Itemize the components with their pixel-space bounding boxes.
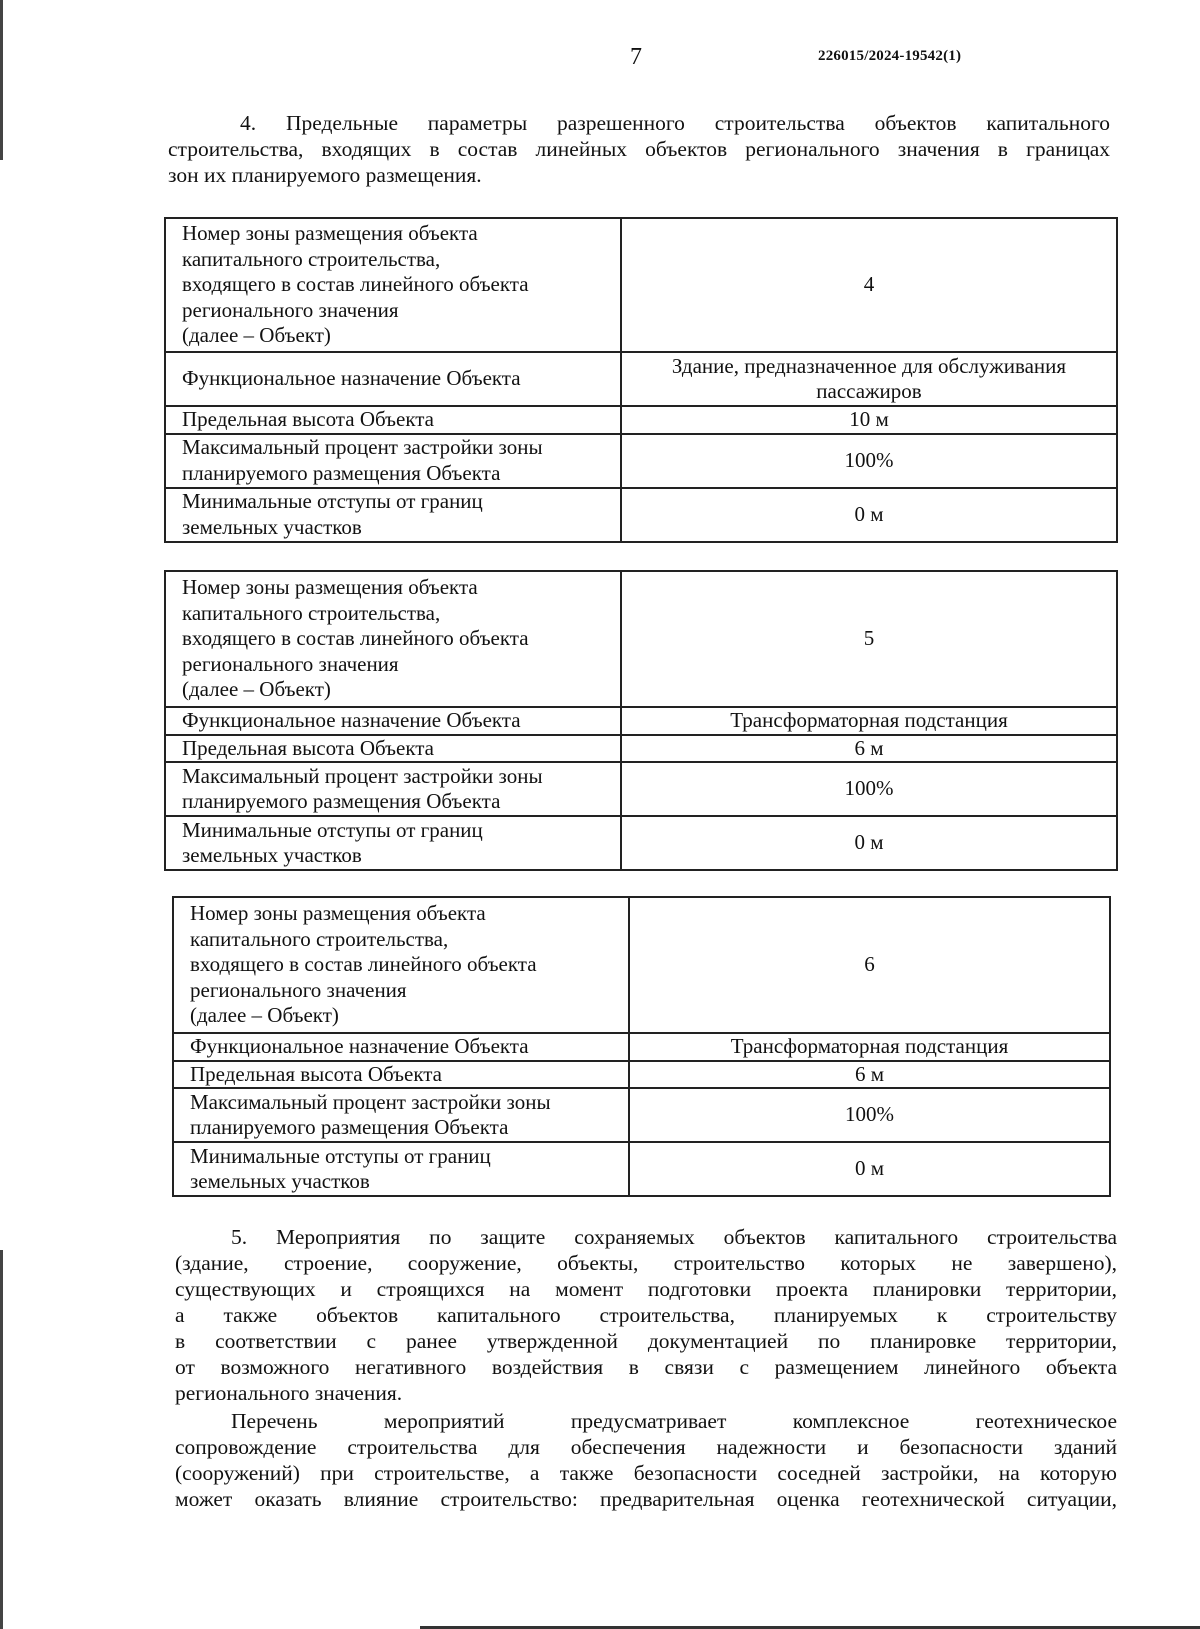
table-row <box>165 434 1117 488</box>
row-value: 0 м <box>621 816 1117 870</box>
row-label: Предельная высота Объекта <box>173 1061 629 1089</box>
text-line: в соответствии с ранее утвержденной документацией по планировке территории, <box>175 1329 1117 1353</box>
row-value: 0 м <box>629 1142 1110 1196</box>
text-line: Перечень мероприятий предусматривает комплексное геотехническое <box>231 1409 1117 1433</box>
row-value: 6 м <box>629 1061 1110 1089</box>
params-table-zone-4 <box>164 217 1118 543</box>
text-line: а также объектов капитального строительства, планируемых к строительству <box>175 1303 1117 1327</box>
row-label: Предельная высота Объекта <box>165 406 621 434</box>
row-label: Функциональное назначение Объекта <box>165 707 621 735</box>
row-value: 6 <box>629 897 1110 1033</box>
row-label: Функциональное назначение Объекта <box>173 1033 629 1061</box>
text-line: 5. Мероприятия по защите сохраняемых объектов капитального строительства <box>231 1225 1117 1249</box>
table-row <box>165 406 1117 434</box>
table-row <box>173 1061 1110 1089</box>
row-value: 100% <box>629 1088 1110 1142</box>
table-row <box>173 1033 1110 1061</box>
table-row <box>165 488 1117 542</box>
table-row <box>173 1142 1110 1196</box>
row-value: 5 <box>621 571 1117 707</box>
table-row <box>165 707 1117 735</box>
row-label: Максимальный процент застройки зоны планируемого размещения Объекта <box>165 762 621 816</box>
row-label: Функциональное назначение Объекта <box>165 352 621 406</box>
row-value: 100% <box>621 434 1117 488</box>
row-value: 0 м <box>621 488 1117 542</box>
row-label: Номер зоны размещения объекта капитального строительства, входящего в состав линейного объекта регионального значения (далее – Объект) <box>165 218 621 352</box>
section-4-intro <box>168 110 1110 188</box>
table-row <box>165 352 1117 406</box>
row-label: Максимальный процент застройки зоны планируемого размещения Объекта <box>165 434 621 488</box>
text-line: 4. Предельные параметры разрешенного строительства объектов капитального <box>240 111 1110 135</box>
row-value: Трансформаторная подстанция <box>629 1033 1110 1061</box>
document-id: 226015/2024-19542(1) <box>818 48 962 64</box>
text-line: зон их планируемого размещения. <box>168 163 482 187</box>
table-row <box>173 897 1110 1033</box>
section-5-heading-paragraph <box>175 1224 1117 1406</box>
row-label: Номер зоны размещения объекта капитального строительства, входящего в состав линейного объекта регионального значения (далее – Объект) <box>173 897 629 1033</box>
page-number: 7 <box>630 44 642 70</box>
text-line: от возможного негативного воздействия в связи с размещением линейного объекта <box>175 1355 1117 1379</box>
table-row <box>165 571 1117 707</box>
row-value: 100% <box>621 762 1117 816</box>
text-line: (сооружений) при строительстве, а также безопасности соседней застройки, на которую <box>175 1461 1117 1485</box>
text-line: существующих и строящихся на момент подготовки проекта планировки территории, <box>175 1277 1117 1301</box>
text-line: строительства, входящих в состав линейных объектов регионального значения в границах <box>168 137 1110 161</box>
row-value: Трансформаторная подстанция <box>621 707 1117 735</box>
row-label: Минимальные отступы от границ земельных участков <box>165 488 621 542</box>
scan-edge-mark <box>0 0 3 160</box>
row-value: 10 м <box>621 406 1117 434</box>
table-row <box>173 1088 1110 1142</box>
text-line: (здание, строение, сооружение, объекты, строительство которых не завершено), <box>175 1251 1117 1275</box>
row-value: Здание, предназначенное для обслуживания пассажиров <box>621 352 1117 406</box>
section-5-measures-paragraph <box>175 1408 1117 1512</box>
table-row <box>165 735 1117 763</box>
text-line: сопровождение строительства для обеспечения надежности и безопасности зданий <box>175 1435 1117 1459</box>
row-label: Максимальный процент застройки зоны планируемого размещения Объекта <box>173 1088 629 1142</box>
row-label: Минимальные отступы от границ земельных участков <box>165 816 621 870</box>
row-label: Предельная высота Объекта <box>165 735 621 763</box>
table-row <box>165 218 1117 352</box>
text-line: может оказать влияние строительство: предварительная оценка геотехнической ситуации, <box>175 1487 1117 1511</box>
table-row <box>165 816 1117 870</box>
row-value: 6 м <box>621 735 1117 763</box>
text-line: регионального значения. <box>175 1381 403 1405</box>
params-table-zone-6 <box>172 896 1111 1197</box>
row-label: Номер зоны размещения объекта капитального строительства, входящего в состав линейного объекта регионального значения (далее – Объект) <box>165 571 621 707</box>
row-value: 4 <box>621 218 1117 352</box>
params-table-zone-5 <box>164 570 1118 871</box>
table-row <box>165 762 1117 816</box>
row-label: Минимальные отступы от границ земельных участков <box>173 1142 629 1196</box>
scan-edge-mark <box>0 1250 3 1629</box>
